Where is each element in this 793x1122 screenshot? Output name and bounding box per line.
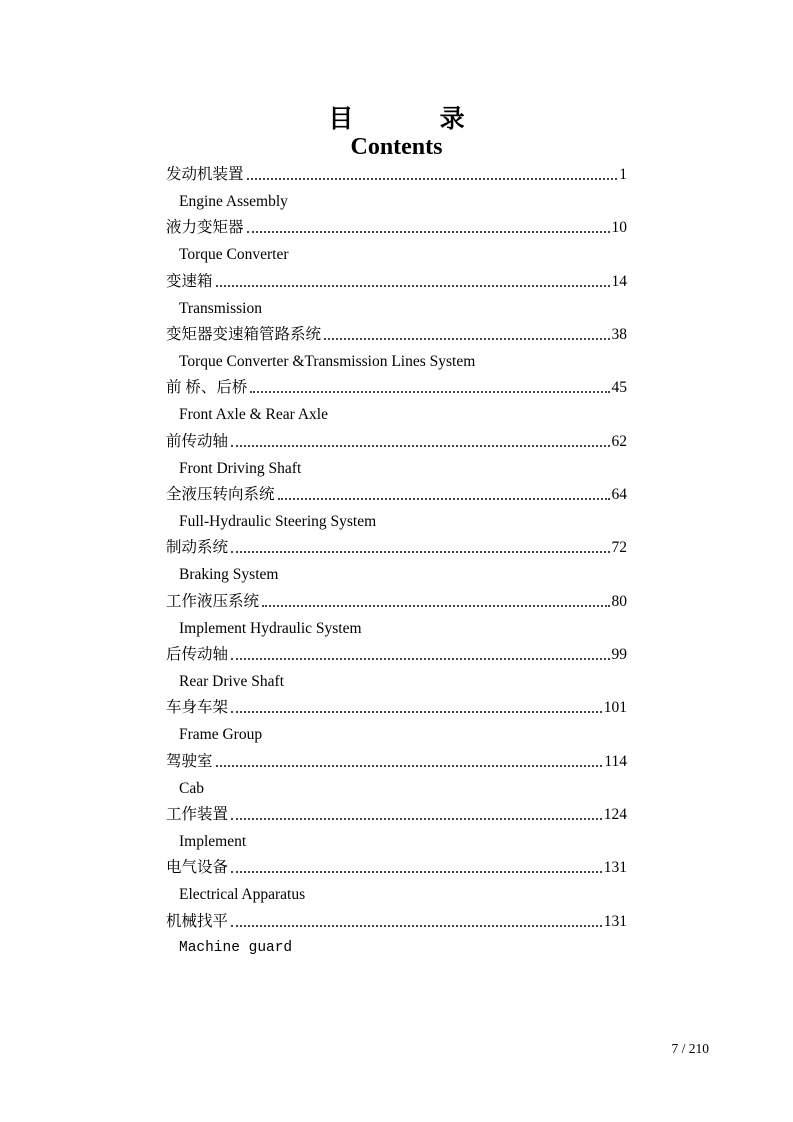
toc-line	[166, 695, 627, 721]
dot-leader	[231, 711, 602, 713]
dot-leader	[231, 871, 602, 873]
toc-line	[166, 482, 627, 508]
toc-english-title: Electrical Apparatus	[179, 886, 306, 904]
toc-page-number: 64	[611, 486, 627, 504]
table-of-contents	[166, 162, 627, 962]
toc-line	[166, 909, 627, 935]
toc-page-number: 99	[611, 646, 627, 664]
toc-english-title: Engine Assembly	[179, 193, 288, 210]
toc-english-title: Full-Hydraulic Steering System	[179, 513, 377, 531]
toc-english-title: Front Axle & Rear Axle	[179, 406, 328, 424]
dot-leader	[216, 765, 603, 767]
dot-leader	[216, 285, 610, 287]
toc-page-number: 45	[611, 379, 627, 397]
toc-page-number: 14	[611, 272, 627, 290]
dot-leader	[231, 551, 609, 553]
toc-chinese-title: 制动系统	[166, 539, 229, 557]
toc-page-number: 1	[619, 166, 627, 183]
page-number: 7 / 210	[671, 1041, 709, 1056]
toc-chinese-title: 全液压转向系统	[166, 486, 275, 504]
toc-english-title: Transmission	[179, 299, 262, 317]
toc-page-number: 131	[603, 859, 627, 877]
dot-leader	[278, 498, 610, 500]
toc-entry	[166, 589, 627, 642]
dot-leader	[247, 178, 618, 180]
toc-page-number: 10	[611, 219, 627, 237]
toc-line	[166, 802, 627, 828]
title-english: Contents	[350, 134, 443, 160]
toc-page-number: 124	[603, 806, 627, 824]
toc-entry	[166, 269, 627, 322]
toc-line	[166, 429, 627, 455]
toc-chinese-title: 变速箱	[166, 272, 213, 290]
toc-page-number: 131	[603, 912, 627, 930]
dot-leader	[324, 338, 609, 340]
toc-entry	[166, 642, 627, 695]
toc-english-title: Implement	[179, 833, 247, 851]
toc-line	[166, 642, 627, 668]
toc-chinese-title: 车身车架	[166, 699, 229, 717]
dot-leader	[262, 605, 609, 607]
toc-line	[166, 215, 627, 241]
toc-page-number: 72	[611, 539, 627, 557]
toc-entry	[166, 429, 627, 482]
toc-chinese-title: 发动机装置	[166, 166, 244, 183]
toc-entry	[166, 162, 627, 215]
toc-entry	[166, 215, 627, 268]
toc-line	[166, 535, 627, 561]
toc-page-number: 80	[611, 592, 627, 610]
toc-entry	[166, 909, 627, 962]
toc-english-title: Implement Hydraulic System	[179, 619, 362, 637]
toc-page-number: 101	[603, 699, 627, 717]
toc-line	[166, 855, 627, 881]
toc-entry	[166, 322, 627, 375]
toc-page-number: 38	[611, 326, 627, 344]
toc-english-title: Braking System	[179, 566, 279, 584]
toc-entry	[166, 802, 627, 855]
toc-entry	[166, 482, 627, 535]
toc-entry	[166, 855, 627, 908]
toc-chinese-title: 液力变矩器	[166, 219, 244, 237]
toc-english-title: Frame Group	[179, 726, 263, 744]
toc-page-number: 62	[611, 432, 627, 450]
toc-entry	[166, 375, 627, 428]
toc-line	[166, 162, 627, 188]
toc-chinese-title: 电气设备	[166, 859, 229, 877]
title-chinese: 目 录	[328, 106, 505, 133]
toc-page-number: 114	[604, 752, 627, 770]
toc-chinese-title: 后传动轴	[166, 646, 229, 664]
dot-leader	[250, 391, 609, 393]
toc-entry	[166, 695, 627, 748]
dot-leader	[231, 445, 609, 447]
dot-leader	[247, 231, 610, 233]
toc-english-title: Machine guard	[179, 939, 293, 956]
toc-chinese-title: 工作液压系统	[166, 592, 260, 610]
toc-chinese-title: 变矩器变速箱管路系统	[166, 326, 322, 344]
toc-entry	[166, 749, 627, 802]
dot-leader	[231, 818, 602, 820]
toc-english-title: Torque Converter	[179, 246, 289, 264]
toc-line	[166, 322, 627, 348]
toc-line	[166, 589, 627, 615]
toc-entry	[166, 535, 627, 588]
toc-english-title: Cab	[179, 779, 204, 797]
dot-leader	[231, 925, 602, 927]
toc-chinese-title: 驾驶室	[166, 752, 213, 770]
toc-line	[166, 269, 627, 295]
toc-line	[166, 749, 627, 775]
toc-line	[166, 375, 627, 401]
dot-leader	[231, 658, 609, 660]
toc-chinese-title: 机械找平	[166, 912, 229, 930]
toc-chinese-title: 工作装置	[166, 806, 229, 824]
toc-chinese-title: 前 桥、后桥	[166, 379, 248, 397]
toc-english-title: Torque Converter &Transmission Lines System	[179, 353, 476, 371]
toc-chinese-title: 前传动轴	[166, 432, 229, 450]
toc-english-title: Rear Drive Shaft	[179, 673, 285, 691]
toc-english-title: Front Driving Shaft	[179, 459, 302, 477]
